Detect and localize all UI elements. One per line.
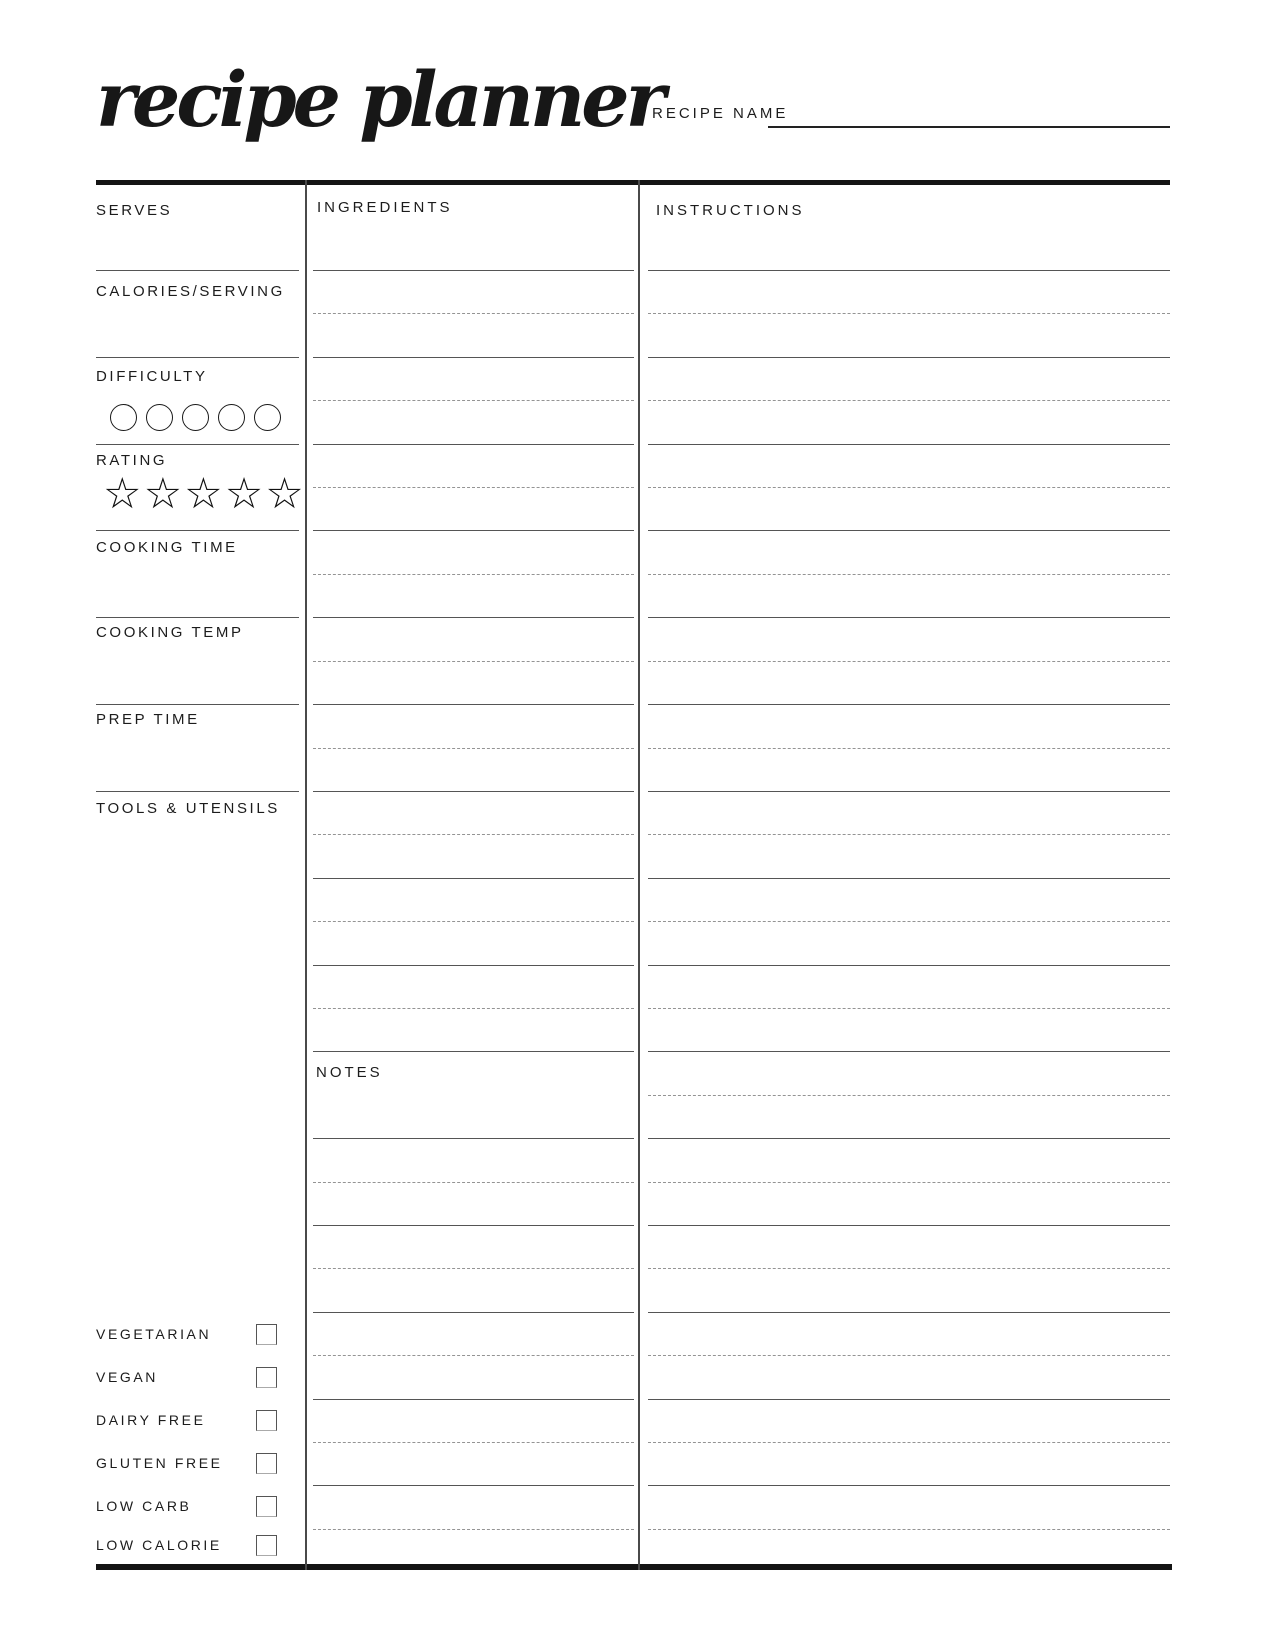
low-carb-label: LOW CARB [96,1498,192,1514]
checklist-row-gluten-free [96,1451,277,1475]
column-divider-left [305,180,307,1570]
bottom-border-bar [96,1564,1172,1570]
ingredients-write-line [313,748,634,749]
instructions-write-line [648,487,1170,488]
star-outline-icon[interactable]: ☆ [224,469,264,519]
instructions-write-line [648,1182,1170,1183]
instructions-write-line [648,530,1170,531]
low-carb-checkbox[interactable] [256,1496,277,1517]
instructions-write-line [648,574,1170,575]
ingredients-write-line [313,661,634,662]
star-outline-icon[interactable]: ☆ [143,469,183,519]
column-divider-right [638,180,640,1570]
instructions-write-line [648,834,1170,835]
page-title: recipe planner [96,55,662,144]
instructions-write-line [648,1138,1170,1139]
vegan-label: VEGAN [96,1369,159,1385]
instructions-write-line [648,1529,1170,1530]
instructions-write-line [648,1442,1170,1443]
vegetarian-label: VEGETARIAN [96,1326,212,1342]
ingredients-write-line [313,1312,634,1313]
instructions-write-line [648,400,1170,401]
prep-time-label: PREP TIME [96,711,200,728]
instructions-write-line [648,270,1170,271]
difficulty-circle-icon[interactable] [254,404,281,431]
instructions-write-line [648,791,1170,792]
checklist-row-low-carb [96,1494,277,1518]
left-panel-section-divider [96,617,299,618]
rating-label: RATING [96,452,168,469]
ingredients-write-line [313,1442,634,1443]
ingredients-write-line [313,1225,634,1226]
checklist-row-low-calorie [96,1533,277,1557]
instructions-write-line [648,1268,1170,1269]
ingredients-write-line [313,487,634,488]
dairy-free-label: DAIRY FREE [96,1412,206,1428]
ingredients-write-line [313,617,634,618]
instructions-write-line [648,1095,1170,1096]
ingredients-header: INGREDIENTS [317,199,453,216]
left-panel-section-divider [96,791,299,792]
star-outline-icon[interactable]: ☆ [103,469,142,519]
instructions-write-line [648,1399,1170,1400]
recipe-name-label: RECIPE NAME [652,105,789,122]
instructions-write-line [648,1051,1170,1052]
instructions-write-line [648,1225,1170,1226]
ingredients-write-line [313,1051,634,1052]
difficulty-selector [110,404,281,431]
instructions-write-line [648,1355,1170,1356]
instructions-write-line [648,965,1170,966]
difficulty-label: DIFFICULTY [96,368,208,385]
left-panel-section-divider [96,444,299,445]
ingredients-write-line [313,1485,634,1486]
instructions-write-line [648,313,1170,314]
ingredients-write-line [313,834,634,835]
ingredients-write-line [313,1182,634,1183]
left-panel-section-divider [96,357,299,358]
ingredients-write-line [313,530,634,531]
low-calorie-checkbox[interactable] [256,1535,277,1556]
ingredients-write-line [313,400,634,401]
checklist-row-vegan [96,1365,277,1389]
calories-serving-label: CALORIES/SERVING [96,283,285,300]
instructions-write-line [648,617,1170,618]
ingredients-write-line [313,921,634,922]
instructions-write-line [648,748,1170,749]
recipe-name-input-line[interactable] [768,108,1170,128]
ingredients-write-line [313,1268,634,1269]
difficulty-circle-icon[interactable] [218,404,245,431]
instructions-write-line [648,921,1170,922]
instructions-write-line [648,1485,1170,1486]
notes-header: NOTES [316,1064,383,1081]
instructions-write-line [648,878,1170,879]
star-outline-icon[interactable]: ☆ [184,469,223,519]
ingredients-write-line [313,1355,634,1356]
ingredients-write-line [313,1008,634,1009]
checklist-row-vegetarian [96,1322,277,1346]
serves-label: SERVES [96,202,173,219]
ingredients-write-line [313,1399,634,1400]
cooking-time-label: COOKING TIME [96,539,238,556]
instructions-write-line [648,1312,1170,1313]
star-outline-icon[interactable]: ☆ [265,469,304,519]
dairy-free-checkbox[interactable] [256,1410,277,1431]
cooking-temp-label: COOKING TEMP [96,624,244,641]
gluten-free-checkbox[interactable] [256,1453,277,1474]
ingredients-write-line [313,574,634,575]
ingredients-write-line [313,1138,634,1139]
vegetarian-checkbox[interactable] [256,1324,277,1345]
instructions-header: INSTRUCTIONS [656,202,805,219]
difficulty-circle-icon[interactable] [146,404,173,431]
ingredients-write-line [313,878,634,879]
rating-selector [103,470,304,518]
instructions-write-line [648,661,1170,662]
ingredients-write-line [313,313,634,314]
tools-utensils-label: TOOLS & UTENSILS [96,800,280,817]
ingredients-write-line [313,270,634,271]
ingredients-write-line [313,791,634,792]
left-panel-section-divider [96,270,299,271]
checklist-row-dairy-free [96,1408,277,1432]
ingredients-write-line [313,965,634,966]
difficulty-circle-icon[interactable] [110,404,137,431]
ingredients-write-line [313,357,634,358]
instructions-write-line [648,704,1170,705]
instructions-write-line [648,357,1170,358]
low-calorie-label: LOW CALORIE [96,1537,222,1553]
left-panel-section-divider [96,704,299,705]
difficulty-circle-icon[interactable] [182,404,209,431]
ingredients-write-line [313,444,634,445]
ingredients-write-line [313,704,634,705]
vegan-checkbox[interactable] [256,1367,277,1388]
top-border-bar [96,180,1170,185]
left-panel-section-divider [96,530,299,531]
instructions-write-line [648,1008,1170,1009]
ingredients-write-line [313,1529,634,1530]
gluten-free-label: GLUTEN FREE [96,1455,223,1471]
instructions-write-line [648,444,1170,445]
